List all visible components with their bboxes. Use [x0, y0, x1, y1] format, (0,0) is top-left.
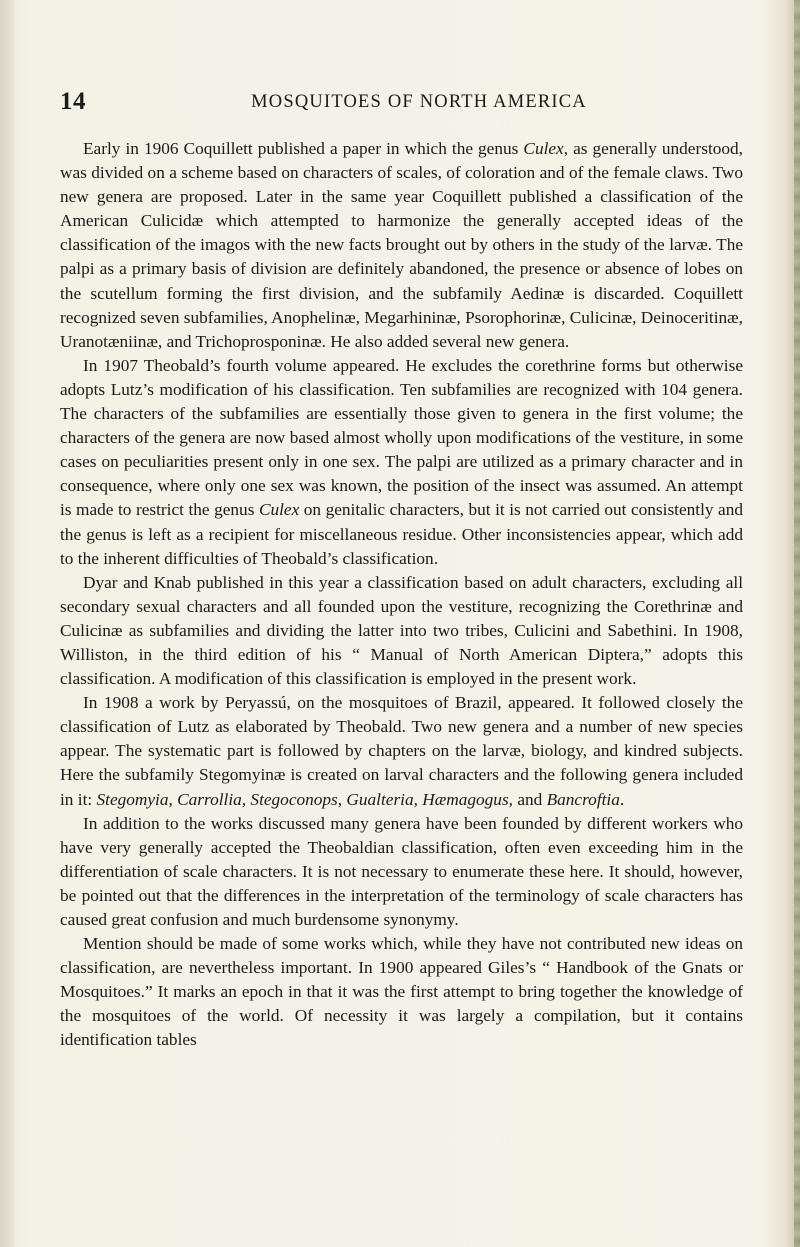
page-edge-binding — [794, 0, 800, 1247]
paragraph: In 1908 a work by Peryassú, on the mosquitoes of Brazil, appeared. It followed closely the classification of Lutz as elaborated by Theobald. Two new genera and a number of new species appear. The systematic part is followed by chapters on the larvæ, biology, and kindred subjects. Here the subfamily Stegomyinæ is created on larval characters and the following genera included in it: Stegomyia, Carrollia, Stegoconops, Gualteria, Hæmagogus, and Bancroftia. — [60, 693, 743, 809]
italic-term: Culex — [523, 139, 564, 158]
page-gutter-shadow — [0, 0, 14, 1247]
italic-term: Bancroftia — [546, 789, 620, 809]
paragraph: Mention should be made of some works which, while they have not contributed new ideas on classification, are nevertheless important. In 1900 appeared Giles’s “ Handbook of the Gnats or Mosquitoes.” It marks an epoch in that it was the first attempt to bring together the knowledge of the mosquitoes of the world. Of necessity it was largely a compilation, but it contains identification tables — [60, 934, 743, 1050]
page-header — [60, 88, 730, 118]
paragraph: In 1907 Theobald’s fourth volume appeared. He excludes the corethrine forms but otherwise adopts Lutz’s modification of his classification. Ten subfamilies are recognized with 104 genera. The characters of the subfamilies are essentially those given to genera in the first volume; the characters of the genera are now based almost wholly upon modifications of the vestiture, in some cases on peculiarities present only in one sex. The palpi are utilized as a primary character and in consequence, where only one sex was known, the position of the insect was assumed. An attempt is made to restrict the genus Culex on genitalic characters, but it is not carried out consistently and the genus is left as a recipient for miscellaneous residue. Other inconsistencies appear, which add to the inherent difficulties of Theobald’s classification. — [60, 355, 743, 568]
paragraph: In addition to the works discussed many genera have been founded by different workers who have very generally accepted the Theobaldian classification, often even exceeding him in the differentiation of scale characters. It is not necessary to enumerate these here. It should, however, be pointed out that the differences in the interpretation of the terminology of scale characters has caused great confusion and much burdensome synonymy. — [60, 813, 743, 929]
italic-term: Stegomyia, Carrollia, Stegoconops, Gualteria, Hæmagogus, — [96, 789, 513, 809]
body-text — [60, 137, 743, 1053]
italic-term: Culex — [258, 500, 300, 520]
paragraph: Early in 1906 Coquillett published a paper in which the genus Culex, as generally understood, was divided on a scheme based on characters of scales, of coloration and of the female claws. Two new genera are proposed. Later in the same year Coquillett published a classification of the American Culicidæ which attempted to harmonize the generally accepted ideas of the classification of the imagos with the new facts brought out by others in the study of the larvæ. The palpi as a primary basis of division are definitely abandoned, the presence or absence of lobes on the scutellum forming the first division, and the subfamily Aedinæ is discarded. Coquillett recognized seven subfamilies, Anophelinæ, Megarhininæ, Psorophorinæ, Culicinæ, Deinoceritinæ, Uranotæniinæ, and Trichoprosponinæ. He also added several new genera. — [60, 139, 743, 351]
page-number: 14 — [60, 88, 86, 115]
paragraph: Dyar and Knab published in this year a classification based on adult characters, excluding all secondary sexual characters and all founded upon the vestiture, recognizing the Corethrinæ and Culicinæ as subfamilies and dividing the latter into two tribes, Culicini and Sabethini. In 1908, Williston, in the third edition of his “ Manual of North American Diptera,” adopts this classification. A modification of this classification is employed in the present work. — [60, 572, 743, 689]
running-title: MOSQUITOES OF NORTH AMERICA — [251, 92, 587, 112]
